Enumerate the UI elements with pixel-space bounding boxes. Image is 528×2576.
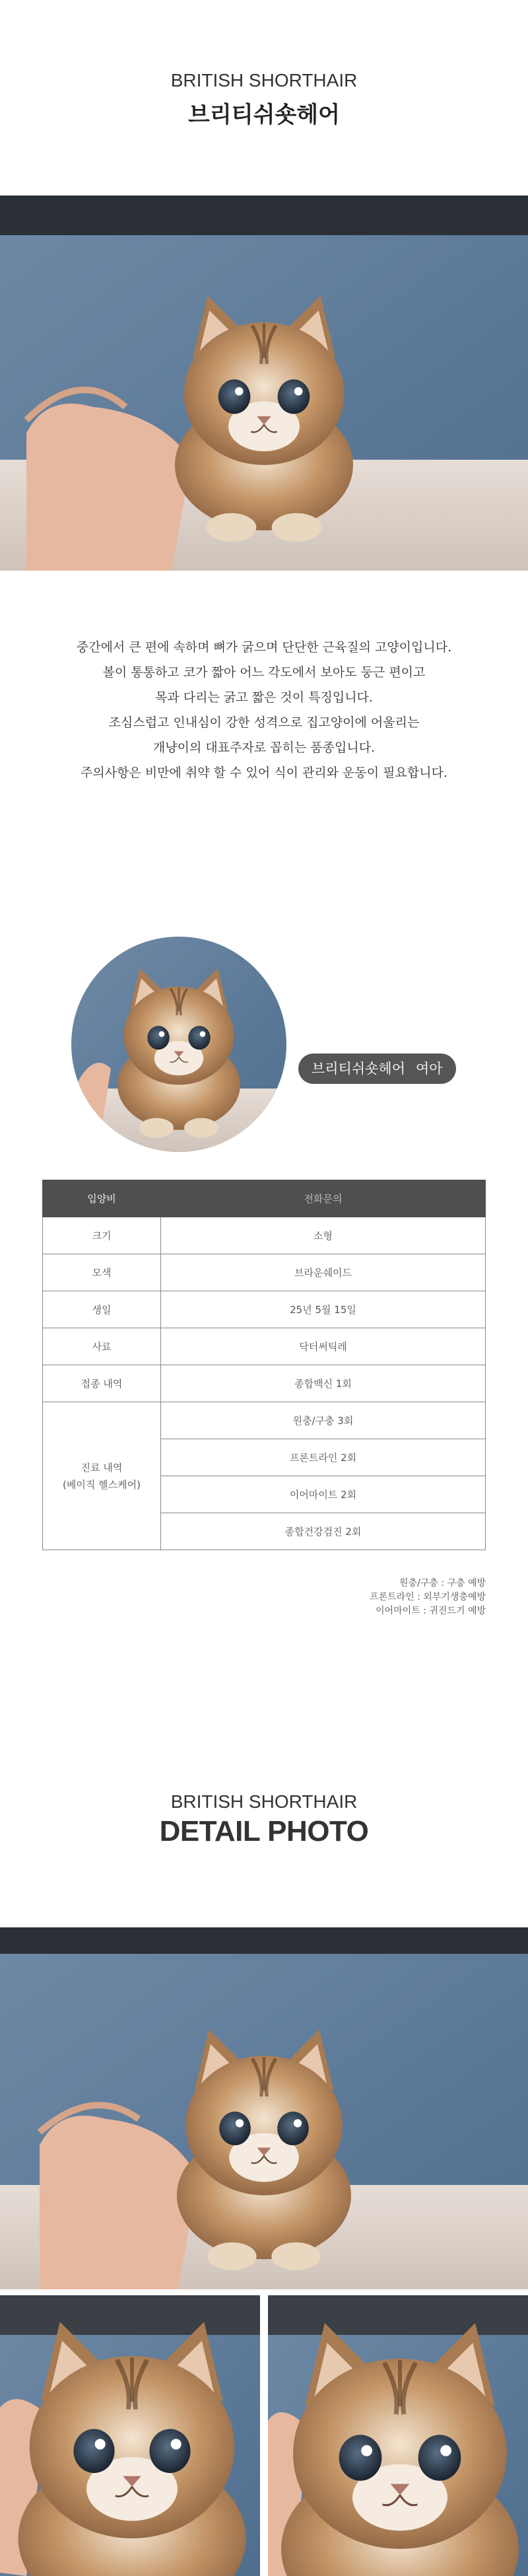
breed-label: 브리티쉬숏헤어 — [312, 1061, 406, 1077]
note-line: 이어마이트 : 귀진드기 예방 — [376, 1606, 486, 1616]
row-value: 닥터써틱레 — [161, 1328, 486, 1365]
description-line: 조심스럽고 인내심이 강한 성격으로 집고양이에 어울리는 — [108, 715, 420, 730]
row-value: 종합백신 1회 — [161, 1365, 486, 1402]
breed-description — [0, 635, 528, 785]
care-label — [43, 1402, 161, 1550]
header-kor-title: 브리티쉬숏헤어 — [188, 102, 340, 128]
care-notes — [264, 1577, 486, 1618]
price-label: 입양비 — [43, 1180, 161, 1217]
care-item: 원충/구충 3회 — [161, 1402, 486, 1439]
profile-kitten-photo — [71, 937, 286, 1152]
row-label: 사료 — [43, 1328, 161, 1365]
sex-label: 여아 — [416, 1061, 443, 1077]
table-row — [43, 1291, 486, 1328]
table-row — [43, 1365, 486, 1402]
description-line: 볼이 통통하고 코가 짧아 어느 각도에서 보아도 둥근 편이고 — [102, 665, 426, 680]
table-row — [43, 1328, 486, 1365]
table-row — [43, 1254, 486, 1291]
description-line: 개냥이의 대표주자로 꼽히는 품종입니다. — [152, 740, 376, 755]
price-value: 전화문의 — [161, 1180, 486, 1217]
row-label: 접종 내역 — [43, 1365, 161, 1402]
note-line: 프론트라인 : 외부기생충예방 — [370, 1592, 486, 1602]
description-line: 목과 다리는 굵고 짧은 것이 특징입니다. — [155, 690, 373, 705]
detail-subtitle: DETAIL PHOTO — [159, 1815, 369, 1847]
care-item: 종합건강검진 2회 — [161, 1513, 486, 1550]
detail-kitten-closeup-right — [268, 2295, 528, 2576]
breed-sex-pill — [298, 1054, 456, 1084]
description-line: 중간에서 큰 편에 속하며 뼈가 굵으며 단단한 근육질의 고양이입니다. — [76, 640, 452, 655]
row-value: 브라운쉐이드 — [161, 1254, 486, 1291]
note-line: 원충/구충 : 구충 예방 — [399, 1578, 486, 1589]
hero-kitten-photo — [0, 196, 528, 571]
row-label: 생일 — [43, 1291, 161, 1328]
row-value: 소형 — [161, 1217, 486, 1254]
description-line: 주의사항은 비만에 취약 할 수 있어 식이 관리와 운동이 필요합니다. — [81, 766, 447, 780]
detail-kitten-photo — [0, 1927, 528, 2289]
row-label: 크기 — [43, 1217, 161, 1254]
table-row — [43, 1402, 486, 1439]
care-label-line: (베이직 헬스케어) — [63, 1478, 141, 1491]
care-item: 프론트라인 2회 — [161, 1439, 486, 1476]
info-table — [42, 1180, 486, 1550]
detail-eng-title: BRITISH SHORTHAIR — [170, 1791, 358, 1812]
row-value: 25년 5월 15일 — [161, 1291, 486, 1328]
table-row — [43, 1180, 486, 1217]
detail-kitten-closeup-left — [0, 2295, 260, 2576]
care-item: 이어마이트 2회 — [161, 1476, 486, 1513]
table-row — [43, 1217, 486, 1254]
care-label-line: 진료 내역 — [81, 1461, 123, 1474]
header-eng-title: BRITISH SHORTHAIR — [170, 70, 358, 90]
row-label: 모색 — [43, 1254, 161, 1291]
